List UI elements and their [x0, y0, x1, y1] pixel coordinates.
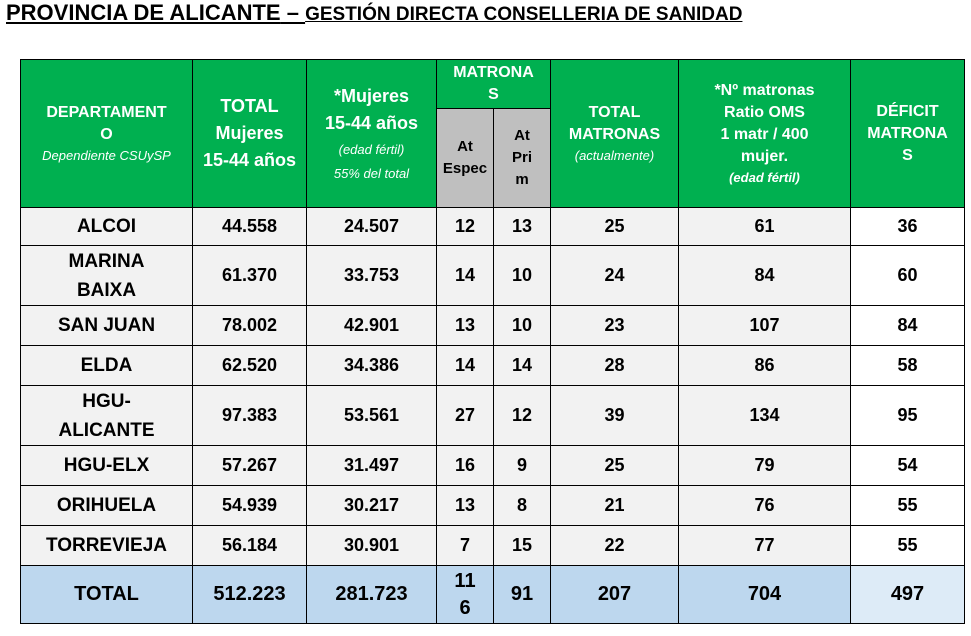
header-departamento: [21, 60, 193, 208]
total-mujeres-fertil: 281.723: [307, 566, 437, 624]
row-at-prim: 10: [494, 246, 551, 306]
row-mujeres-fertil: 31.497: [307, 446, 437, 486]
row-dept: [21, 486, 193, 526]
header-at-espec-line2: Espec: [442, 160, 488, 177]
header-mujeres-fertil-line2: 15-44 años: [324, 113, 419, 133]
title-management: GESTIÓN DIRECTA CONSELLERIA DE SANIDAD: [305, 4, 743, 25]
row-ratio: 84: [679, 246, 851, 306]
row-at-prim: 12: [494, 386, 551, 446]
header-departamento-sub: Dependiente CSUySP: [42, 147, 171, 163]
row-total-matronas: 25: [551, 208, 679, 246]
row-dept-line: BAIXA: [76, 279, 137, 301]
row-ratio: 86: [679, 346, 851, 386]
header-ratio-oms: [679, 60, 851, 208]
row-ratio: 76: [679, 486, 851, 526]
header-total-matronas-line1: TOTAL: [588, 103, 641, 121]
row-total-mujeres: 54.939: [193, 486, 307, 526]
row-mujeres-fertil: 24.507: [307, 208, 437, 246]
row-total-mujeres: 97.383: [193, 386, 307, 446]
header-total-mujeres: [193, 60, 307, 208]
row-at-espec: 12: [437, 208, 494, 246]
header-total-mujeres-line3: 15-44 años: [202, 150, 297, 170]
row-total-mujeres: 61.370: [193, 246, 307, 306]
header-total-matronas-sub: (actualmente): [574, 147, 655, 163]
row-at-prim: 15: [494, 526, 551, 566]
total-at-espec-line2: 6: [459, 596, 471, 619]
row-dept: [21, 526, 193, 566]
table-row: [21, 486, 965, 526]
midwives-table: [20, 59, 965, 624]
header-ratio-line3: 1 matr / 400: [720, 125, 809, 143]
title-province: PROVINCIA DE ALICANTE: [6, 0, 281, 25]
row-at-espec: 16: [437, 446, 494, 486]
row-dept-line: HGU-ELX: [63, 455, 150, 476]
header-mujeres-fertil-line1: *Mujeres: [333, 86, 410, 106]
row-dept-line: ALICANTE: [58, 419, 155, 441]
row-deficit: 60: [851, 246, 965, 306]
table-row: [21, 386, 965, 446]
header-matronas-line2: S: [488, 86, 499, 103]
header-ratio-line2: Ratio OMS: [724, 103, 805, 121]
row-at-prim: 10: [494, 306, 551, 346]
total-deficit: 497: [851, 566, 965, 624]
row-at-espec: 13: [437, 306, 494, 346]
row-dept-line: TORREVIEJA: [45, 535, 168, 556]
row-total-mujeres: 78.002: [193, 306, 307, 346]
total-at-espec: [437, 566, 494, 624]
row-total-matronas: 23: [551, 306, 679, 346]
row-ratio: 77: [679, 526, 851, 566]
row-total-matronas: 24: [551, 246, 679, 306]
row-dept: [21, 446, 193, 486]
row-deficit: 54: [851, 446, 965, 486]
row-mujeres-fertil: 33.753: [307, 246, 437, 306]
table-row: [21, 346, 965, 386]
total-total-matronas: 207: [551, 566, 679, 624]
row-total-mujeres: 62.520: [193, 346, 307, 386]
row-ratio: 61: [679, 208, 851, 246]
row-deficit: 84: [851, 306, 965, 346]
title-separator: –: [280, 0, 306, 25]
table-row: [21, 446, 965, 486]
row-dept-line: HGU-: [82, 390, 131, 412]
row-total-matronas: 22: [551, 526, 679, 566]
row-total-mujeres: 44.558: [193, 208, 307, 246]
row-at-espec: 7: [437, 526, 494, 566]
row-dept: [21, 346, 193, 386]
row-at-espec: 14: [437, 246, 494, 306]
total-total-mujeres: 512.223: [193, 566, 307, 624]
row-at-espec: 27: [437, 386, 494, 446]
row-deficit: 55: [851, 486, 965, 526]
row-dept-line: ALCOI: [76, 216, 137, 237]
header-mujeres-fertil: [307, 60, 437, 208]
row-total-matronas: 21: [551, 486, 679, 526]
table-row: [21, 208, 965, 246]
header-at-espec: [437, 109, 494, 208]
header-ratio-line1: *Nº matronas: [714, 81, 815, 99]
row-at-espec: 14: [437, 346, 494, 386]
row-ratio: 107: [679, 306, 851, 346]
total-row: [21, 566, 965, 624]
header-total-mujeres-line2: Mujeres: [215, 123, 284, 143]
row-ratio: 79: [679, 446, 851, 486]
page-title: [6, 0, 742, 26]
total-ratio: 704: [679, 566, 851, 624]
row-total-matronas: 25: [551, 446, 679, 486]
header-matronas-line1: MATRONA: [453, 64, 534, 81]
row-mujeres-fertil: 30.901: [307, 526, 437, 566]
header-at-prim-line2: Pri: [511, 149, 532, 166]
table-row: [21, 246, 965, 306]
row-total-mujeres: 56.184: [193, 526, 307, 566]
row-dept: [21, 208, 193, 246]
header-total-matronas: [551, 60, 679, 208]
row-at-prim: 14: [494, 346, 551, 386]
row-dept-line: SAN JUAN: [57, 315, 156, 336]
header-at-prim-line1: At: [514, 127, 530, 144]
row-total-mujeres: 57.267: [193, 446, 307, 486]
row-deficit: 95: [851, 386, 965, 446]
header-mujeres-fertil-sub2: 55% del total: [333, 166, 410, 181]
row-dept-line: MARINA: [68, 250, 145, 272]
row-dept: [21, 386, 193, 446]
header-matronas: [437, 60, 551, 109]
header-deficit-line2: MATRONA: [867, 124, 948, 142]
header-mujeres-fertil-sub1: (edad fértil): [338, 142, 405, 157]
header-departamento-line2: O: [100, 125, 113, 143]
header-deficit: [851, 60, 965, 208]
row-ratio: 134: [679, 386, 851, 446]
row-dept: [21, 246, 193, 306]
row-dept-line: ELDA: [80, 355, 133, 376]
row-total-matronas: 39: [551, 386, 679, 446]
header-departamento-line1: DEPARTAMENT: [46, 103, 167, 121]
row-at-prim: 13: [494, 208, 551, 246]
row-deficit: 36: [851, 208, 965, 246]
header-total-mujeres-line1: TOTAL: [220, 96, 279, 116]
row-at-prim: 9: [494, 446, 551, 486]
row-at-prim: 8: [494, 486, 551, 526]
header-ratio-sub: (edad fértil): [729, 169, 800, 185]
header-deficit-line3: S: [902, 146, 913, 164]
header-total-matronas-line2: MATRONAS: [568, 125, 661, 143]
header-at-prim: [494, 109, 551, 208]
header-at-espec-line1: At: [457, 138, 473, 155]
row-dept-line: ORIHUELA: [56, 495, 157, 516]
row-total-matronas: 28: [551, 346, 679, 386]
row-mujeres-fertil: 30.217: [307, 486, 437, 526]
row-at-espec: 13: [437, 486, 494, 526]
row-deficit: 55: [851, 526, 965, 566]
table-row: [21, 526, 965, 566]
row-mujeres-fertil: 53.561: [307, 386, 437, 446]
row-dept: [21, 306, 193, 346]
total-at-prim: 91: [494, 566, 551, 624]
header-deficit-line1: DÉFICIT: [876, 102, 939, 120]
total-at-espec-line1: 11: [454, 569, 476, 592]
total-label: TOTAL: [21, 566, 193, 624]
header-ratio-line4: mujer.: [740, 147, 789, 165]
row-deficit: 58: [851, 346, 965, 386]
row-mujeres-fertil: 42.901: [307, 306, 437, 346]
table-row: [21, 306, 965, 346]
row-mujeres-fertil: 34.386: [307, 346, 437, 386]
header-at-prim-line3: m: [515, 171, 529, 188]
